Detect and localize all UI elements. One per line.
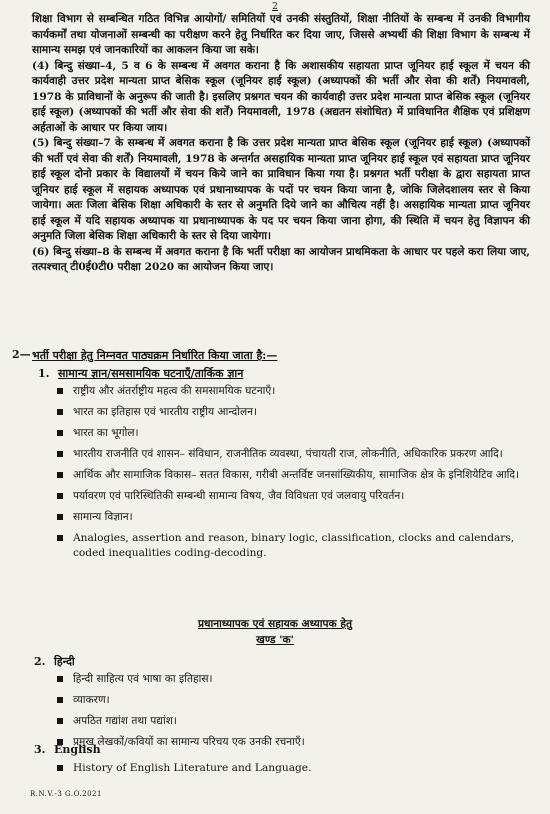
paragraph-point-5: (5) बिन्दु संख्या–7 के सम्बन्ध में अवगत कराना है कि उत्तर प्रदेश मान्यता प्राप्त बेसिक स्कूल (जूनियर हाई स्कूल) (अध्यापकों की भर्ती एवं सेवा की शर्तें) नियमावली, 1978 के अन्तर्गत असहायिक मान्यता प्राप्त जूनियर हाई स्कूल एवं सहायता प्राप्त जूनियर हाई स्कूल दोनो प्रकार के विद्यालयों में चयन किये जाने का प्राविधान किया गया है। प्रश्नगत भर्ती परीक्षा के द्वारा सहायता प्राप्त जूनियर हाई स्कूल में सहायक अध्यापक एवं प्रधानाध्यापक के पदों पर चयन किया जाना है, जोकि जिलेदशालय स्तर से किया जायेगा। अतः जिला बेसिक शिक्षा अधिकारी के स्तर से अनुमति दिये जाने का औचित्य नहीं है। असहायिक मान्यता प्राप्त जूनियर हाई स्कूल में यदि सहायक अध्यापक या प्रधानाध्यापक के पद पर चयन किया जाना होगा, की स्थिति में चयन हेतु विज्ञापन की अनुमति जिला बेसिक शिक्षा अधिकारी के स्तर से दिया जायेगा। bbox=[32, 137, 530, 242]
footer-code: R.N.V.-3 G.O.2021 bbox=[30, 790, 102, 798]
subject-1-label: सामान्य ज्ञान/समसामयिक घटनाएँ/तार्किक ज्ञान bbox=[58, 367, 244, 380]
list-item: भारत का इतिहास एवं भारतीय राष्ट्रीय आन्दोलन। bbox=[57, 405, 527, 420]
subject-3-number: 3. bbox=[34, 743, 46, 756]
list-item: आर्थिक और सामाजिक विकास– सतत विकास, गरीबी अन्तर्विष्ट जनसांख्यिकीय, सामाजिक क्षेत्र के इनिशियेटिव आदि। bbox=[57, 468, 527, 483]
list-item: राष्ट्रीय और अंतर्राष्ट्रीय महत्व की समसामयिक घटनाएँ। bbox=[57, 384, 527, 399]
paragraph-point-6: (6) बिन्दु संख्या–8 के सम्बन्ध में अवगत कराना है कि भर्ती परीक्षा का आयोजन प्राथमिकता के आधार पर पहले करा लिया जाए, तत्पश्चात् टी0ई0टी0 परीक्षा 2020 का आयोजन किया जाए। bbox=[32, 245, 530, 273]
paragraph-point-4: (4) बिन्दु संख्या–4, 5 व 6 के सम्बन्ध में अवगत कराना है कि अशासकीय सहायता प्राप्त जूनियर हाई स्कूल में चयन की कार्यवाही उत्तर प्रदेश मान्यता प्राप्त बेसिक स्कूल (जूनियर हाई स्कूल) (अध्यापकों की भर्ती और सेवा की शर्तें) नियमावली, 1978 के प्राविधानों के अनुरूप की जाती है। इसलिए प्रश्नगत चयन की कार्यवाही उत्तर प्रदेश मान्यता प्राप्त बेसिक स्कूल (जूनियर हाई स्कूल) (अध्यापकों की भर्ती और सेवा की शर्तें) नियमावली, 1978 (अद्यतन संशोधित) में प्राविधानित शैक्षिक एवं प्रशिक्षण अर्हताओं के आधार पर किया जाय। bbox=[32, 59, 530, 134]
list-item: भारत का भूगोल। bbox=[57, 426, 527, 441]
body-text bbox=[32, 12, 530, 276]
list-item: सामान्य विज्ञान। bbox=[57, 510, 527, 525]
list-item: भारतीय राजनीति एवं शासन– संविधान, राजनीतिक व्यवस्था, पंचायती राज, लोकनीति, अधिकारिक प्रकरण आदि। bbox=[57, 447, 527, 462]
subject-3-list bbox=[57, 761, 527, 782]
subject-3-label: English bbox=[54, 743, 101, 756]
bullet-square-icon bbox=[57, 718, 63, 724]
bullet-square-icon bbox=[57, 493, 63, 499]
list-item: व्याकरण। bbox=[57, 693, 527, 708]
section-2-number: 2— bbox=[12, 348, 31, 361]
center-heading: प्रधानाध्यापक एवं सहायक अध्यापक हेतु bbox=[197, 618, 353, 630]
bullet-square-icon bbox=[57, 697, 63, 703]
subject-1-number: 1. bbox=[38, 367, 50, 380]
bullet-square-icon bbox=[57, 430, 63, 436]
bullet-square-icon bbox=[57, 765, 63, 771]
list-item: प्रमुख लेखकों/कवियों का सामान्य परिचय एक उनकी रचनाएँ। bbox=[57, 735, 527, 750]
list-item: पर्यावरण एवं पारिस्थितिकी सम्बन्धी सामान्य विषय, जैव विविधता एवं जलवायु परिवर्तन। bbox=[57, 489, 527, 504]
list-item: Analogies, assertion and reason, binary logic, classification, clocks and calendars, coded inequalities coding-decoding. bbox=[57, 531, 527, 561]
bullet-square-icon bbox=[57, 514, 63, 520]
list-item: History of English Literature and Language. bbox=[57, 761, 527, 776]
subject-2-number: 2. bbox=[34, 655, 46, 668]
subject-2-heading bbox=[34, 654, 75, 669]
subject-1-list bbox=[57, 384, 527, 567]
bullet-square-icon bbox=[57, 388, 63, 394]
paragraph-intro: शिक्षा विभाग से सम्बन्धित गठित विभिन्न आयोगों/ समितियों एवं उनकी संस्तुतियों, शिक्षा नीतियों के सम्बन्ध में उनकी विभागीय कार्यकर्मों तथा योजनाओं सम्बन्धी का परीक्षण करने हेतु निर्धारित कर दिया जाए, जिससे अभ्यर्थी की शिक्षा विभाग के सम्बन्ध में सामान्य समझ एवं जानकारियों का आकलन किया जा सके। bbox=[32, 13, 530, 56]
subject-2-label: हिन्दी bbox=[54, 655, 75, 668]
bullet-square-icon bbox=[57, 535, 63, 541]
subject-2-list bbox=[57, 672, 527, 756]
bullet-square-icon bbox=[57, 472, 63, 478]
list-item: अपठित गद्यांश तथा पद्यांश। bbox=[57, 714, 527, 729]
page-number: 2 bbox=[272, 2, 278, 12]
list-item: हिन्दी साहित्य एवं भाषा का इतिहास। bbox=[57, 672, 527, 687]
bullet-square-icon bbox=[57, 409, 63, 415]
bullet-square-icon bbox=[57, 451, 63, 457]
subject-1-heading bbox=[38, 366, 243, 381]
section-2-heading: भर्ती परीक्षा हेतु निम्नवत पाठ्यक्रम निर्धारित किया जाता है:— bbox=[32, 349, 278, 362]
bullet-square-icon bbox=[57, 676, 63, 682]
subject-3-heading bbox=[34, 743, 101, 756]
khand-heading: खण्ड 'क' bbox=[256, 634, 294, 646]
